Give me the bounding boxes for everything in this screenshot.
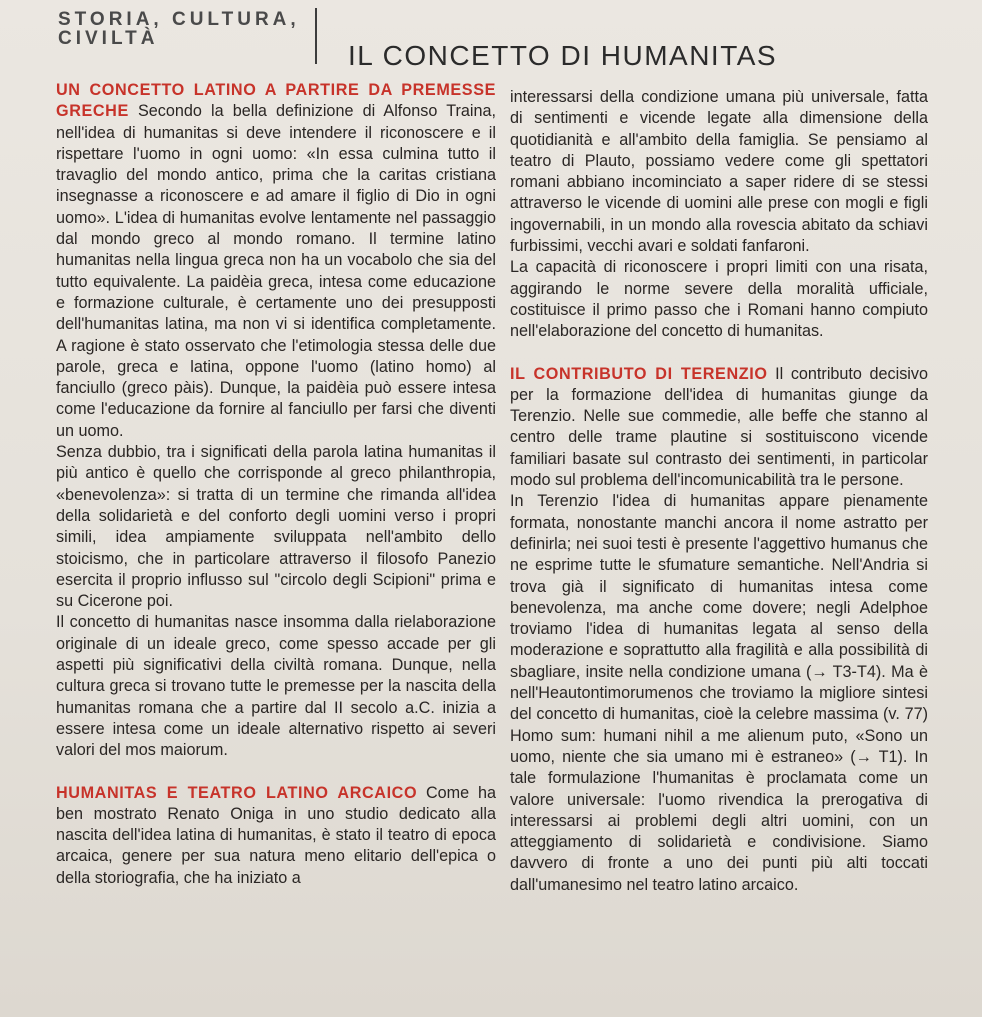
section-kicker: STORIA, CULTURA, CIVILTÀ bbox=[58, 9, 300, 49]
section-heading: HUMANITAS E TEATRO LATINO ARCAICO bbox=[56, 783, 418, 802]
page-title: IL CONCETTO DI HUMANITAS bbox=[348, 40, 778, 71]
spacer bbox=[510, 343, 928, 364]
paragraph bbox=[56, 783, 496, 889]
spacer bbox=[56, 762, 496, 783]
section-heading: IL CONTRIBUTO DI TERENZIO bbox=[510, 364, 768, 383]
section-heading: UN CONCETTO LATINO A PARTIRE DA PREMESSE GRECHE bbox=[56, 81, 496, 121]
paragraph: La capacità di riconoscere i propri limiti con una risata, aggirando le norme severe della moralità ufficiale, costituisce il primo passo che i Romani hanno compiuto nell'elaborazione del concetto di humanitas. bbox=[510, 258, 928, 341]
right-column bbox=[510, 87, 928, 896]
paragraph: interessarsi della condizione umana più universale, fatta di sentimenti e vicende legate alla dimensione della quotidianità e all'ambito della famiglia. Se pensiamo al teatro di Plauto, possiamo vedere come gli spettatori romani abbiano incominciato a saper ridere di se stessi attraverso le vicende di uomini alle prese con mogli e figli ingovernabili, in un mondo alla rovescia abitato da schiavi furbissimi, vecchi avari e soldati fanfaroni. bbox=[510, 88, 928, 256]
left-column bbox=[56, 80, 496, 889]
paragraph: In Terenzio l'idea di humanitas appare pienamente formata, nonostante manchi ancora il nome astratto per definirla; nei suoi testi è presente l'aggettivo humanus che ne esprime tutte le sfumature semantiche. Nell'Andria si trova già il significato di humanitas intesa come benevolenza, ma anche come dovere; negli Adelphoe troviamo l'idea di humanitas legata al senso della moderazione e soprattutto alla fragilità e alla possibilità di sbagliare, insite nella condizione umana (→ T3-T4). Ma è nell'Heautontimorumenos che troviamo la migliore sintesi del concetto di humanitas, cioè la celebre massima (v. 77) Homo sum: humani nihil a me alienum puto, «Sono un uomo, niente che sia umano mi è estraneo» (→ T1). In tale formulazione l'humanitas è proclamata come un valore universale: l'uomo rivendica la prerogativa di interessarsi ai problemi degli altri uomini, con un atteggiamento di solidarietà e condivisione. Siamo davvero di fronte a uno dei punti più alti toccati dall'umanesimo nel teatro latino arcaico. bbox=[510, 492, 928, 894]
paragraph-text: Secondo la bella definizione di Alfonso Traina, nell'idea di humanitas si deve intendere il riconoscere e il rispettare l'uomo in ogni uomo: «In essa culmina tutto il travaglio del mondo antico, prima che la caritas cristiana insegnasse a riconoscere e ad amare il figlio di Dio in ogni uomo». L'idea di humanitas evolve lentamente nel passaggio dal mondo greco al mondo romano. Il termine latino humanitas nella lingua greca non ha un vocabolo che sia del tutto equivalente. La paidèia greca, intesa come educazione e formazione culturale, è certamente uno dei presupposti dell'humanitas latina, ma non vi si identifica completamente. A ragione è stato osservato che l'etimologia stessa delle due parole, greca e latina, oppone l'uomo (latino homo) al fanciullo (greco pàis). Dunque, la paidèia può essere intesa come l'educazione da fornire al fanciullo per farsi che diventi un uomo. bbox=[56, 102, 496, 440]
paragraph: Il concetto di humanitas nasce insomma dalla rielaborazione originale di un ideale greco, come spesso accade per gli aspetti più significativi della civiltà romana. Dunque, nella cultura greca si trovano tutte le premesse per la nascita della humanitas romana che a partire dal II secolo a.C. inizia a essere intesa come un ideale alternativo rispetto ai severi valori del mos maiorum. bbox=[56, 613, 496, 760]
paragraph bbox=[510, 364, 928, 492]
paragraph-text: Il contributo decisivo per la formazione dell'idea di humanitas giunge da Terenzio. Nelle sue commedie, alle beffe che stanno al centro delle trame plautine si sostituiscono vicende familiari basate sul contrasto dei sentimenti, in particolar modo sul problema dell'incomunicabilità tra le persone. bbox=[510, 364, 928, 490]
paragraph bbox=[56, 80, 496, 442]
paragraph-text: Come ha ben mostrato Renato Oniga in uno studio dedicato alla nascita dell'idea latina di humanitas, è stato il teatro di epoca arcaica, genere per sua natura meno elitario dell'epica o della storiografia, che ha iniziato a bbox=[56, 783, 496, 887]
header-divider bbox=[315, 8, 317, 64]
paragraph: Senza dubbio, tra i significati della parola latina humanitas il più antico è quello che corrisponde al greco philanthropia, «benevolenza»: si tratta di un termine che rimanda all'idea della solidarietà e del conforto degli uomini verso i propri simili, idea ampiamente sviluppata nell'ambito dello stoicismo, che in particolare attraverso il filosofo Panezio esercita il proprio influsso sul "circolo degli Scipioni" prima e su Cicerone poi. bbox=[56, 443, 496, 611]
